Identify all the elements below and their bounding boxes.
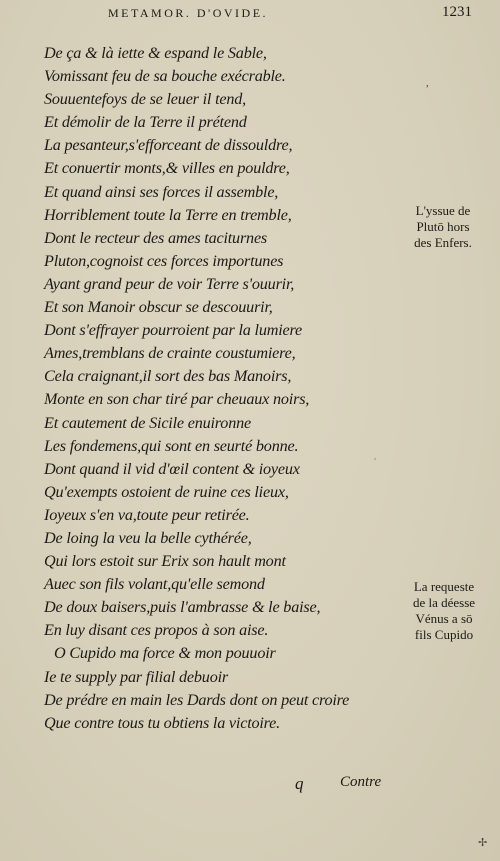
verse-line: Dont s'effrayer pourroient par la lumiere (44, 321, 302, 340)
page-number: 1231 (442, 4, 472, 20)
verse-line: De prédre en main les Dards dont on peut croire (44, 690, 350, 709)
verse-line: Auec son fils volant,qu'elle semond (44, 575, 265, 594)
verse-line: Et démolir de la Terre il prétend (44, 113, 247, 132)
verse-line: Et conuertir monts,& villes en pouldre, (44, 159, 290, 178)
marginal-note-line: de la déesse (412, 595, 476, 610)
verse-list (44, 42, 349, 735)
verse-line: Les fondemens,qui sont en seurté bonne. (44, 436, 299, 455)
verse-line: Ames,tremblans de crainte coustumiere, (44, 344, 296, 363)
verse-line: Cela craignant,il sort des bas Manoirs, (44, 367, 292, 386)
margin-mark: ʹ (374, 456, 377, 468)
marginal-note-line: L'yssue de (415, 203, 471, 218)
verse-line: Vomissant feu de sa bouche exécrable. (44, 67, 286, 86)
verse-line: En luy disant ces propos à son aise. (44, 621, 269, 640)
marginal-note-line: Vénus a sō (415, 611, 473, 626)
verse-line: La pesanteur,s'efforceant de dissouldre, (44, 136, 293, 155)
margin-mark: , (426, 77, 429, 89)
marginal-note-pluto (389, 203, 497, 251)
verse-line: Dont quand il vid d'œil content & ioyeux (44, 459, 300, 478)
verse-line: Qui lors estoit sur Erix son hault mont (44, 552, 286, 571)
marginal-note-venus (390, 579, 498, 643)
marginal-note-line: fils Cupido (414, 627, 474, 642)
verse-line: Que contre tous tu obtiens la victoire. (44, 713, 281, 732)
running-head: METAMOR. D'OVIDE. (108, 6, 269, 20)
verse-line: Et son Manoir obscur se descouurir, (44, 298, 273, 317)
corner-mark: ✢ (478, 837, 488, 849)
verse-line: Et quand ainsi ses forces il assemble, (44, 182, 279, 201)
verse-line: Ie te supply par filial debuoir (44, 667, 228, 686)
verse-line: De ça & là iette & espand le Sable, (44, 44, 267, 62)
verse-line: De doux baisers,puis l'ambrasse & le baise, (44, 598, 321, 617)
verse-line: De loing la veu la belle cythérée, (44, 528, 252, 547)
signature-mark: q (295, 774, 304, 793)
verse-line: Horriblement toute la Terre en tremble, (44, 205, 292, 224)
verse-line: O Cupido ma force & mon pouuoir (54, 644, 276, 663)
marginal-note-line: La requeste (413, 579, 475, 594)
verse-line: Qu'exempts ostoient de ruine ces lieux, (44, 482, 289, 501)
verse-line: Et cautement de Sicile enuironne (44, 413, 251, 432)
verse-line: Dont le recteur des ames taciturnes (44, 228, 268, 247)
verse-line: Souuentefoys de se leuer il tend, (44, 90, 246, 109)
marginal-note-line: des Enfers. (414, 235, 472, 250)
marginal-note-line: Plutō hors (416, 219, 470, 234)
verse-line: Monte en son char tiré par cheuaux noirs, (44, 390, 310, 409)
verse-line: Pluton,cognoist ces forces importunes (44, 251, 284, 270)
verse-line: Ioyeux s'en va,toute peur retirée. (44, 505, 250, 524)
verse-line: Ayant grand peur de voir Terre s'ouurir, (44, 274, 295, 293)
catchword: Contre (340, 774, 382, 790)
